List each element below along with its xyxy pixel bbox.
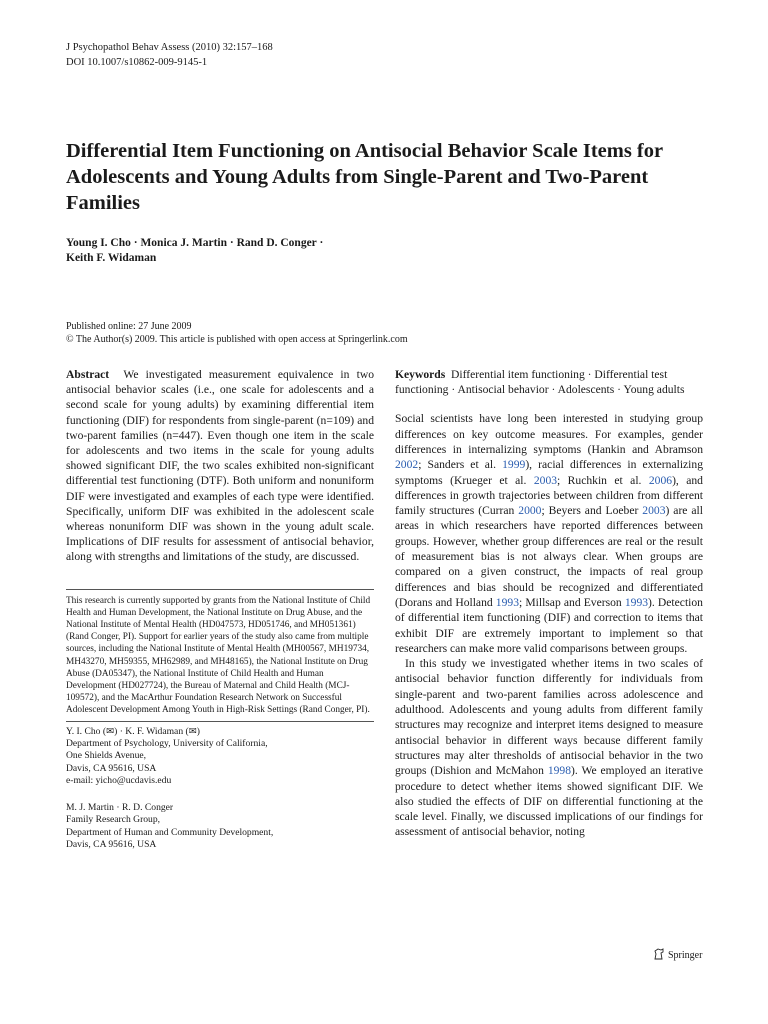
affiliation-1-names: Y. I. Cho (✉) · K. F. Widaman (✉) (66, 725, 200, 737)
author-line-1: Young I. Cho · Monica J. Martin · Rand D. Conger · (66, 237, 324, 249)
intro-paragraph-2 (395, 656, 703, 840)
citation-link[interactable]: 2003 (533, 473, 558, 487)
text-run: ), racial differences in externalizing symptoms (Krueger et al. (395, 458, 703, 487)
keywords-label: Keywords (395, 368, 446, 381)
text-run: ; Sanders et al. (418, 458, 503, 472)
author-list (66, 236, 466, 266)
abstract (66, 367, 374, 565)
keywords (395, 367, 703, 397)
text-run: ), and differences in growth trajectories between children from different family structures (Curran (395, 473, 703, 518)
affiliation-2-group: Family Research Group, (66, 814, 161, 826)
publication-info (66, 320, 408, 346)
abstract-label: Abstract (66, 368, 110, 381)
text-run: ). We employed an iterative procedure to detect whether items showed significant DIF. We also studied the effects of DIF on differential functioning at the scale level. Finally, we discussed implications of our findings for assessment of antisocial behavior, noting (395, 764, 703, 839)
journal-header (66, 40, 273, 70)
text-run: ) are all areas in which researchers have reported differences between groups. However, whether group differences are real or the result of measurement bias is not always clear. When groups are compared on a given construct, the impacts of real group differences and bias should be recognized and differentiated (Dorans and Holland (395, 504, 704, 609)
citation-link[interactable]: 1998 (547, 764, 571, 778)
citation-link[interactable]: 1999 (502, 458, 526, 472)
text-run: In this study we investigated whether items in two scales of antisocial behavior function differently for individuals from single-parent and two-parent families across adolescence and adulthood. Adolescents and young adults from different family structures may recognize and interpret items designed to measure antisocial behavior in different ways because different family structures may alter thresholds of antisocial behavior in the two groups (Dishion and McMahon (395, 657, 703, 778)
affiliation-1-street: One Shields Avenue, (66, 750, 147, 762)
text-run: ; Millsap and Everson (518, 595, 625, 609)
author-line-2: Keith F. Widaman (66, 252, 157, 264)
doi-line: DOI 10.1007/s10862-009-9145-1 (66, 57, 208, 68)
text-run: ). Detection of differential item functioning (DIF) and correction to items that exhibit DIF are extremely important to implement so that researchers can make more valid comparisons between groups. (395, 595, 703, 655)
journal-citation: J Psychopathol Behav Assess (2010) 32:157–168 (66, 42, 273, 53)
text-run: ; Beyers and Loeber (541, 504, 643, 518)
affiliation-block-2 (66, 802, 374, 852)
publisher-logo (653, 948, 702, 963)
left-column (66, 367, 374, 851)
affiliation-1-email[interactable]: e-mail: yicho@ucdavis.edu (66, 775, 172, 787)
citation-link[interactable]: 1993 (624, 595, 649, 609)
affiliation-2-dept: Department of Human and Community Development, (66, 826, 274, 838)
citation-link[interactable]: 2000 (518, 504, 542, 518)
citation-link[interactable]: 2002 (395, 458, 419, 472)
citation-link[interactable]: 2006 (648, 473, 673, 487)
affiliation-block-1 (66, 726, 374, 788)
text-run: Social scientists have long been interested in studying group differences on key outcome measures. For examples, gender differences in internalizing symptoms (Hankin and Abramson (395, 412, 703, 456)
citation-link[interactable]: 2003 (642, 504, 666, 518)
affiliation-1-dept: Department of Psychology, University of California, (66, 738, 268, 750)
affiliation-2-city: Davis, CA 95616, USA (66, 838, 157, 850)
copyright-notice: © The Author(s) 2009. This article is published with open access at Springerlink.com (66, 334, 408, 345)
published-online-date: Published online: 27 June 2009 (66, 321, 192, 332)
right-column (395, 367, 703, 840)
funding-note: This research is currently supported by grants from the National Institute of Child Health and Human Development, the National Institute on Drug Abuse, and the National Institute of Mental Health (HD047573, HD051746, and MH051361) (Rand Conger, PI). Support for earlier years of the study also came from multiple sources, including the National Institute of Mental Health (MH00567, MH19734, MH43270, MH59355, MH62989, and MH48165), the National Institute on Drug Abuse (DA05347), the National Institute of Child Health and Human Development (HD027724), the Bureau of Maternal and Child Health (MCJ-109572), and the MacArthur Foundation Research Network on Successful Adolescent Development Among Youth in High-Risk Settings (Rand Conger, PI). (66, 595, 371, 716)
text-run: ; Ruchkin et al. (557, 473, 649, 487)
keywords-text: Differential item functioning · Differential test functioning · Antisocial behavior · Adolescents · Young adults (395, 368, 685, 397)
citation-link[interactable]: 1993 (495, 595, 519, 609)
springer-horse-icon (653, 948, 668, 963)
affiliation-1-city: Davis, CA 95616, USA (66, 762, 157, 774)
abstract-text: We investigated measurement equivalence in two antisocial behavior scales (i.e., one scale for adolescents and a second scale for young adults) by examining differential item functioning (DIF) for respondents from single-parent (n=109) and two-parent families (n=447). Even though one item in the scale for adolescents and two items in the scale for young adults showed significant DIF, the two scales exhibited non-significant differential test functioning (DTF). Both uniform and nonuniform DIF were investigated and examples of each type were identified. Specifically, uniform DIF was exhibited in the adolescent scale whereas nonuniform DIF was shown in the young adult scale. Implications of DIF results for assessment of antisocial behavior, along with strengths and limitations of the study, are discussed. (66, 368, 375, 564)
affiliation-2-names: M. J. Martin · R. D. Conger (66, 801, 174, 813)
article-title: Differential Item Functioning on Antisocial Behavior Scale Items for Adolescents and Young Adults from Single-Parent and Two-Parent Families (66, 140, 663, 214)
publisher-name: Springer (668, 950, 703, 961)
intro-paragraph-1 (395, 411, 703, 656)
